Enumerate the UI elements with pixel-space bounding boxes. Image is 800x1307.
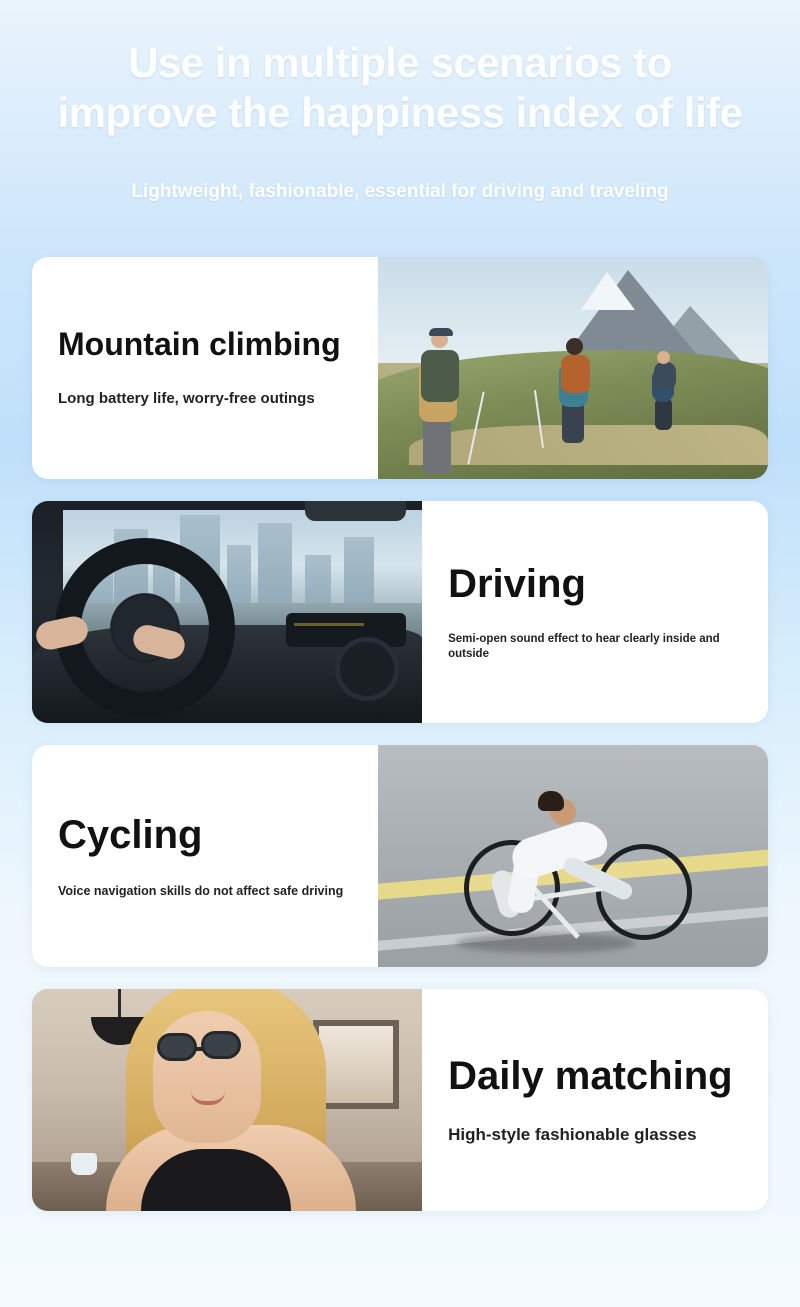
scenario-card-cycling[interactable] [32,745,768,967]
card-description: Long battery life, worry-free outings [58,389,315,407]
daily-matching-photo [32,989,422,1211]
model-face [153,1011,261,1143]
card-description: Semi-open sound effect to hear clearly inside and outside [448,632,720,660]
card-title: Mountain climbing [58,326,341,363]
sunglasses-right-lens [201,1031,241,1059]
bicycle-shadow [456,933,635,953]
driving-photo [32,501,422,723]
scenario-card-daily-matching[interactable] [32,989,768,1211]
scenario-card-list [0,257,800,1211]
page-title: Use in multiple scenarios to improve the happiness index of life [57,39,743,136]
mountain-climbing-photo [378,257,768,479]
rearview-mirror [305,501,406,521]
lamp-cord [118,989,121,1019]
air-vent-icon [335,637,399,701]
card-text-pane [32,745,378,967]
rider-hair [538,791,564,811]
card-title: Daily matching [448,1053,733,1098]
snow-cap [581,272,635,310]
card-text-pane [422,501,768,723]
scenario-card-mountain-climbing[interactable] [32,257,768,479]
hiking-trail [409,425,768,465]
page-subtitle: Lightweight, fashionable, essential for driving and traveling [131,181,669,203]
card-title: Driving [448,561,586,606]
scenario-card-driving[interactable] [32,501,768,723]
card-description: High-style fashionable glasses [448,1124,697,1144]
coffee-cup-icon [71,1153,97,1175]
cafe-window [313,1020,399,1109]
card-text-pane [32,257,378,479]
card-description: Voice navigation skills do not affect safe driving [58,883,344,898]
cycling-photo [378,745,768,967]
card-title: Cycling [58,812,203,857]
dashboard-display [286,613,406,647]
hero-section [0,0,800,205]
sunglasses-left-lens [157,1033,197,1061]
card-text-pane [422,989,768,1211]
